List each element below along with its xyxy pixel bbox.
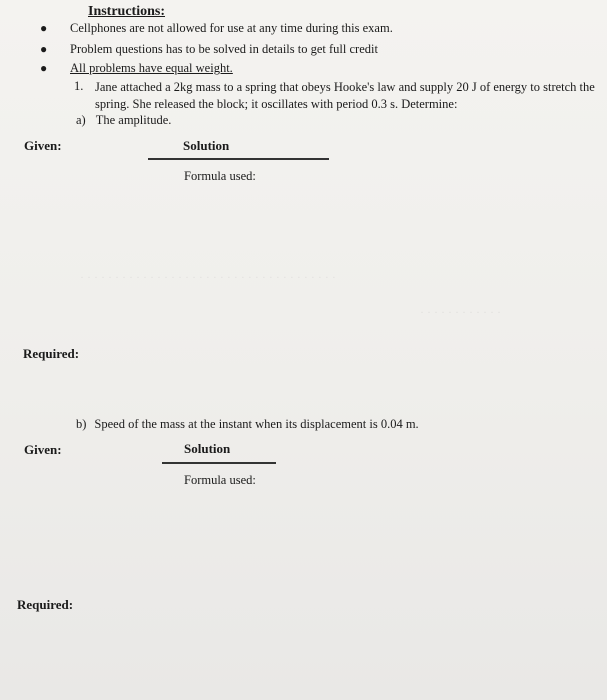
given-label: Given: bbox=[24, 138, 62, 153]
solution-label: Solution bbox=[184, 441, 231, 456]
formula-used-label: Formula used: bbox=[184, 473, 256, 487]
part-b bbox=[76, 417, 419, 432]
instruction-bullet bbox=[40, 61, 233, 76]
bullet-icon: ● bbox=[40, 21, 48, 35]
part-b-text: Speed of the mass at the instant when its displacement is 0.04 m. bbox=[94, 417, 419, 431]
instruction-text: Cellphones are not allowed for use at any time during this exam. bbox=[70, 21, 393, 35]
instruction-text: All problems have equal weight. bbox=[70, 61, 233, 75]
bleed-through-text: · · · · · · · · · · · · bbox=[420, 305, 501, 319]
part-a bbox=[76, 113, 171, 128]
instruction-text: Problem questions has to be solved in details to get full credit bbox=[70, 42, 378, 56]
bleed-through-text: · · · · · · · · · · · · · · · · · · · · · · · · · · · · · · · · · · · · · bbox=[80, 270, 336, 284]
solution-label: Solution bbox=[183, 138, 230, 153]
solution-underline bbox=[162, 462, 276, 464]
part-a-text: The amplitude. bbox=[95, 113, 172, 127]
part-a-label: a) bbox=[76, 113, 86, 127]
given-label: Given: bbox=[24, 442, 62, 457]
bullet-icon: ● bbox=[40, 61, 48, 75]
solution-underline bbox=[148, 158, 329, 160]
instructions-title: Instructions: bbox=[88, 4, 166, 19]
bullet-icon: ● bbox=[40, 42, 48, 56]
required-label: Required: bbox=[23, 346, 80, 361]
instruction-bullet bbox=[40, 42, 378, 57]
instruction-bullet bbox=[40, 21, 393, 36]
required-label: Required: bbox=[17, 597, 74, 612]
part-b-label: b) bbox=[76, 417, 87, 431]
question-number: 1. bbox=[74, 79, 84, 93]
formula-used-label: Formula used: bbox=[184, 169, 256, 183]
question-1 bbox=[74, 79, 595, 113]
question-text: Jane attached a 2kg mass to a spring that obeys Hooke's law and supply 20 J of energy to stretch the spring. She released the block; it oscillates with period 0.3 s. Determine: bbox=[95, 80, 595, 111]
